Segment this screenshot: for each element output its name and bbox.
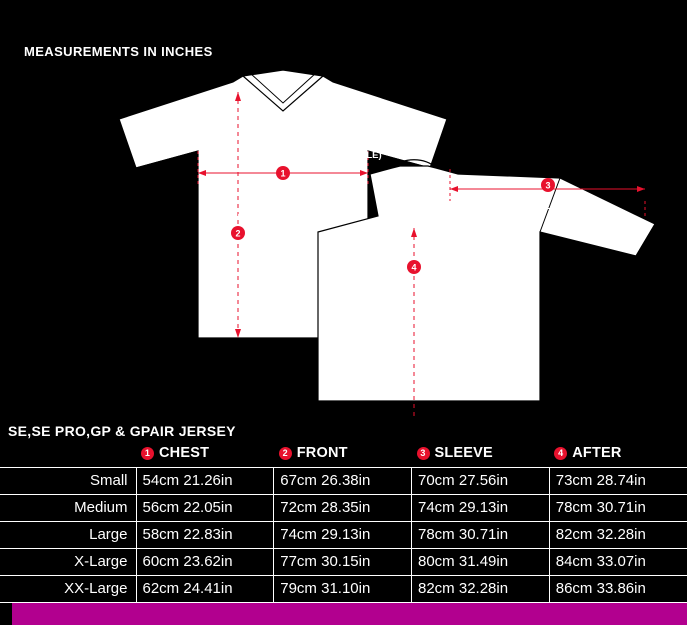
badge-4-icon: 4 [554, 447, 567, 460]
row-sleeve: 78cm 30.71in [412, 522, 550, 549]
table-header-after-label: AFTER [572, 445, 622, 461]
row-size: XX-Large [0, 576, 136, 603]
jersey-diagram [0, 56, 687, 416]
row-front: 72cm 28.35in [274, 495, 412, 522]
row-sleeve: 70cm 27.56in [412, 468, 550, 495]
table-header-sleeve-label: SLEEVE [434, 445, 493, 461]
front-length-sublabel: (from high point shoulder) [204, 212, 301, 222]
table-row [0, 495, 687, 522]
svg-text:2: 2 [235, 228, 241, 239]
front-length-label: FRONT LENGTH [204, 200, 279, 211]
row-front: 77cm 30.15in [274, 549, 412, 576]
row-after: 86cm 33.86in [549, 576, 687, 603]
footer-corner-block [0, 603, 12, 625]
row-chest: 56cm 22.05in [136, 495, 274, 522]
marker-4 [407, 260, 421, 274]
row-after: 84cm 33.07in [549, 549, 687, 576]
marker-1 [276, 166, 290, 180]
svg-text:4: 4 [411, 262, 417, 273]
table-header-sleeve [412, 442, 550, 468]
page-title: MEASUREMENTS IN INCHES [24, 44, 213, 59]
row-front: 67cm 26.38in [274, 468, 412, 495]
table-header-chest-label: CHEST [159, 445, 210, 461]
row-chest: 60cm 23.62in [136, 549, 274, 576]
row-front: 74cm 29.13in [274, 522, 412, 549]
table-row [0, 522, 687, 549]
row-chest: 54cm 21.26in [136, 468, 274, 495]
row-size: X-Large [0, 549, 136, 576]
chest-label: CHEST(1" BELOW ARMHOLE) [245, 150, 382, 161]
table-row [0, 549, 687, 576]
badge-2-icon: 2 [279, 447, 292, 460]
size-table [0, 442, 687, 603]
row-sleeve: 82cm 32.28in [412, 576, 550, 603]
svg-text:1: 1 [280, 168, 286, 179]
marker-3 [541, 178, 555, 192]
row-size: Medium [0, 495, 136, 522]
table-header-chest [136, 442, 274, 468]
sleeve-length-label: SLEEVE LENGTH [505, 201, 585, 212]
footer-accent-bar [0, 603, 687, 625]
table-header-after [549, 442, 687, 468]
table-row [0, 468, 687, 495]
row-after: 73cm 28.74in [549, 468, 687, 495]
row-size: Large [0, 522, 136, 549]
badge-1-icon: 1 [141, 447, 154, 460]
badge-3-icon: 3 [417, 447, 430, 460]
table-header-front [274, 442, 412, 468]
table-row [0, 576, 687, 603]
row-front: 79cm 31.10in [274, 576, 412, 603]
row-sleeve: 74cm 29.13in [412, 495, 550, 522]
row-sleeve: 80cm 31.49in [412, 549, 550, 576]
row-after: 82cm 32.28in [549, 522, 687, 549]
table-header-row [0, 442, 687, 468]
row-after: 78cm 30.71in [549, 495, 687, 522]
row-chest: 58cm 22.83in [136, 522, 274, 549]
table-header-front-label: FRONT [296, 445, 348, 461]
table-header-blank [0, 442, 136, 468]
row-size: Small [0, 468, 136, 495]
marker-2 [231, 226, 245, 240]
section-title: SE,SE PRO,GP & GPAIR JERSEY [8, 423, 236, 439]
svg-text:3: 3 [545, 180, 551, 191]
row-chest: 62cm 24.41in [136, 576, 274, 603]
